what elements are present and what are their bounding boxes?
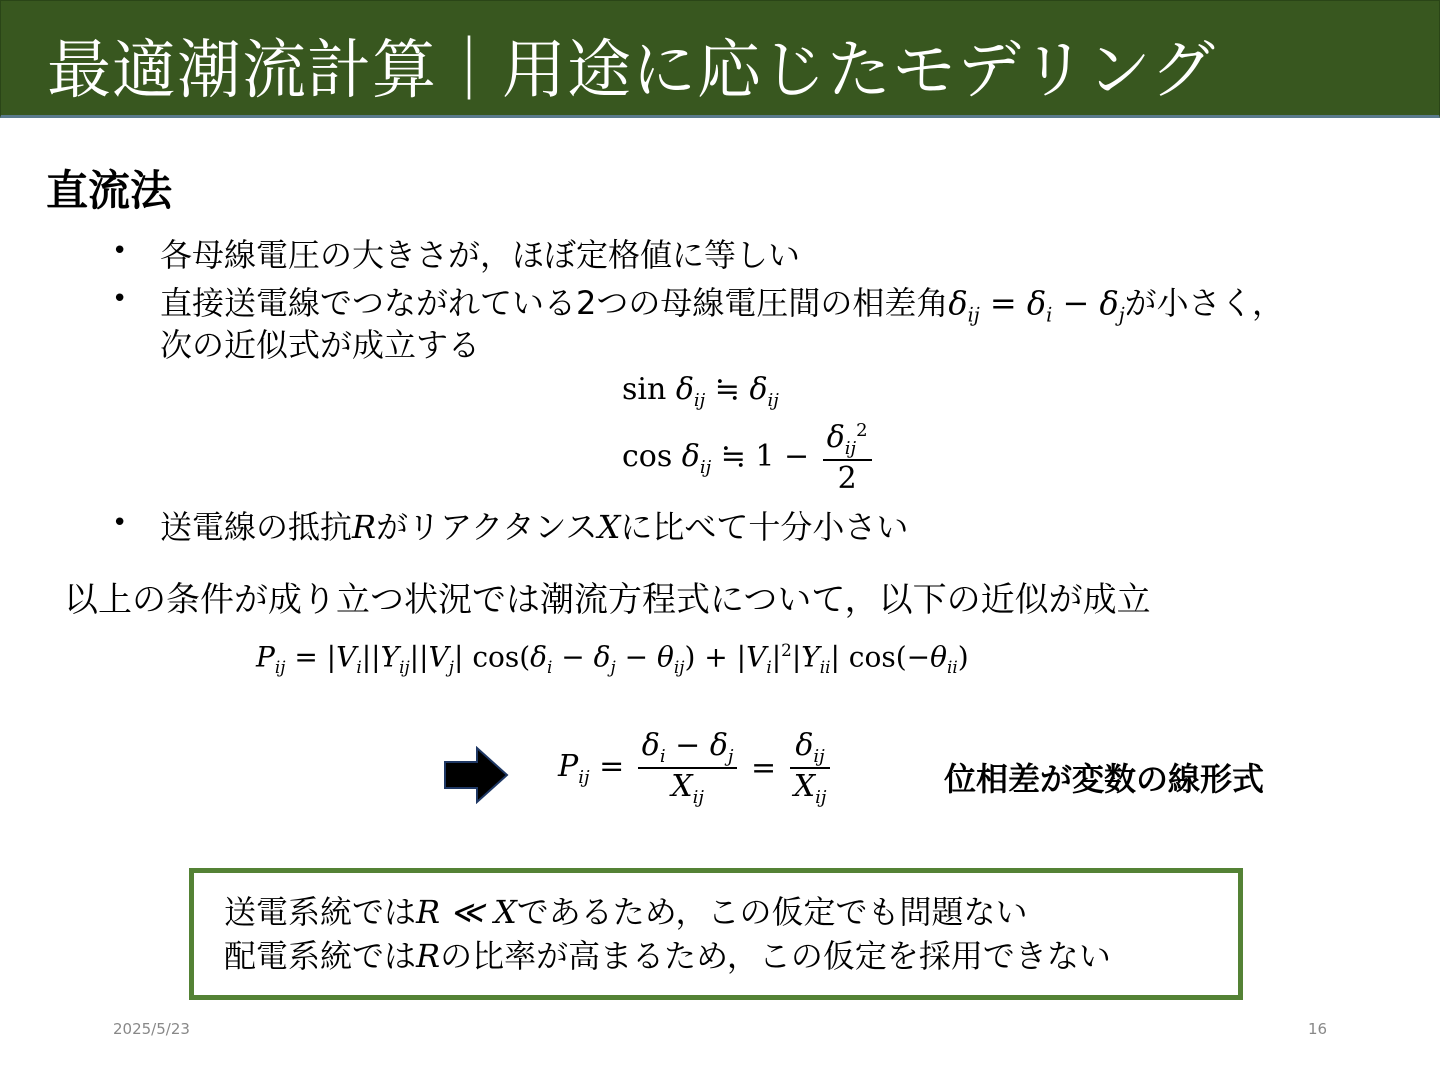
bullet-continuation: 次の近似式が成立する (160, 326, 481, 364)
fraction: $\frac{\delta_{ij}}{X_{ij}}$ (790, 728, 831, 808)
page-number: 16 (1308, 1020, 1328, 1038)
note-distribution (224, 931, 1111, 977)
bullet-text-tail: が小さく， (1124, 284, 1285, 322)
fraction: $\frac{\delta_i - \delta_j}{X_{ij}}$ (638, 728, 738, 808)
fraction: $\frac{\delta_{ij}^2}{2}$ (823, 420, 872, 496)
bullet-marker: • (112, 508, 128, 538)
reactance-symbol: X (597, 508, 621, 546)
footer-date: 2025/5/23 (113, 1020, 190, 1038)
sin-approximation: $\sin \delta_{ij}$ ≒ $\delta_{ij}$ (622, 372, 779, 411)
note-text: の比率が高まるため，この仮定を採用できない (440, 937, 1111, 975)
bullet-text: 直接送電線でつながれている2つの母線電圧間の相差角 (160, 284, 949, 322)
phase-difference-formula: $\delta_{ij} = \delta_i - \delta_j$ (948, 284, 1125, 327)
dc-power-flow-equation: $P_{ij}$ = $\frac{\delta_i - \delta_j}{X_{ij}}$ = $\frac{\delta_{ij}}{X_{ij}}$ (558, 728, 834, 808)
note-math: R ≪ X (416, 893, 517, 931)
note-text: 送電系統では (224, 893, 417, 931)
note-box (189, 868, 1243, 1000)
bullet-marker: • (112, 284, 128, 314)
bullet-text: がリアクタンス (376, 508, 598, 546)
note-text: 配電系統では (224, 937, 417, 975)
condition-statement: 以上の条件が成り立つ状況では潮流方程式について，以下の近似が成立 (64, 580, 1151, 620)
right-arrow-icon (443, 746, 509, 804)
bullet-resistance-reactance (160, 502, 908, 548)
bullet-voltage-magnitude (160, 230, 800, 276)
title-bar (0, 0, 1440, 118)
note-transmission (224, 887, 1027, 933)
bullet-text: に比べて十分小さい (620, 508, 909, 546)
power-flow-equation: $P_{ij} = |V_i||Y_{ij}||V_j|$ $\cos(\delta_i - \delta_j - \theta_{ij}) + |V_i|^2|Y_{ii}|$ $\cos(-\theta_{ii})$ (256, 640, 969, 677)
bullet-text: 送電線の抵抗 (160, 508, 353, 546)
slide-title: 最適潮流計算｜用途に応じたモデリング (47, 34, 1216, 108)
section-heading: 直流法 (46, 166, 173, 215)
resistance-symbol: R (352, 508, 377, 546)
bullet-marker: • (112, 236, 128, 266)
note-math: R (416, 937, 441, 975)
note-text: であるため，この仮定でも問題ない (516, 893, 1028, 931)
cos-approximation: $\cos \delta_{ij}$ ≒ 1 − $\frac{\delta_{ij}^2}{2}$ (622, 420, 876, 496)
bullet-text: 各母線電圧の大きさが，ほぼ定格値に等しい (160, 236, 801, 274)
linear-form-label: 位相差が変数の線形式 (944, 760, 1265, 798)
